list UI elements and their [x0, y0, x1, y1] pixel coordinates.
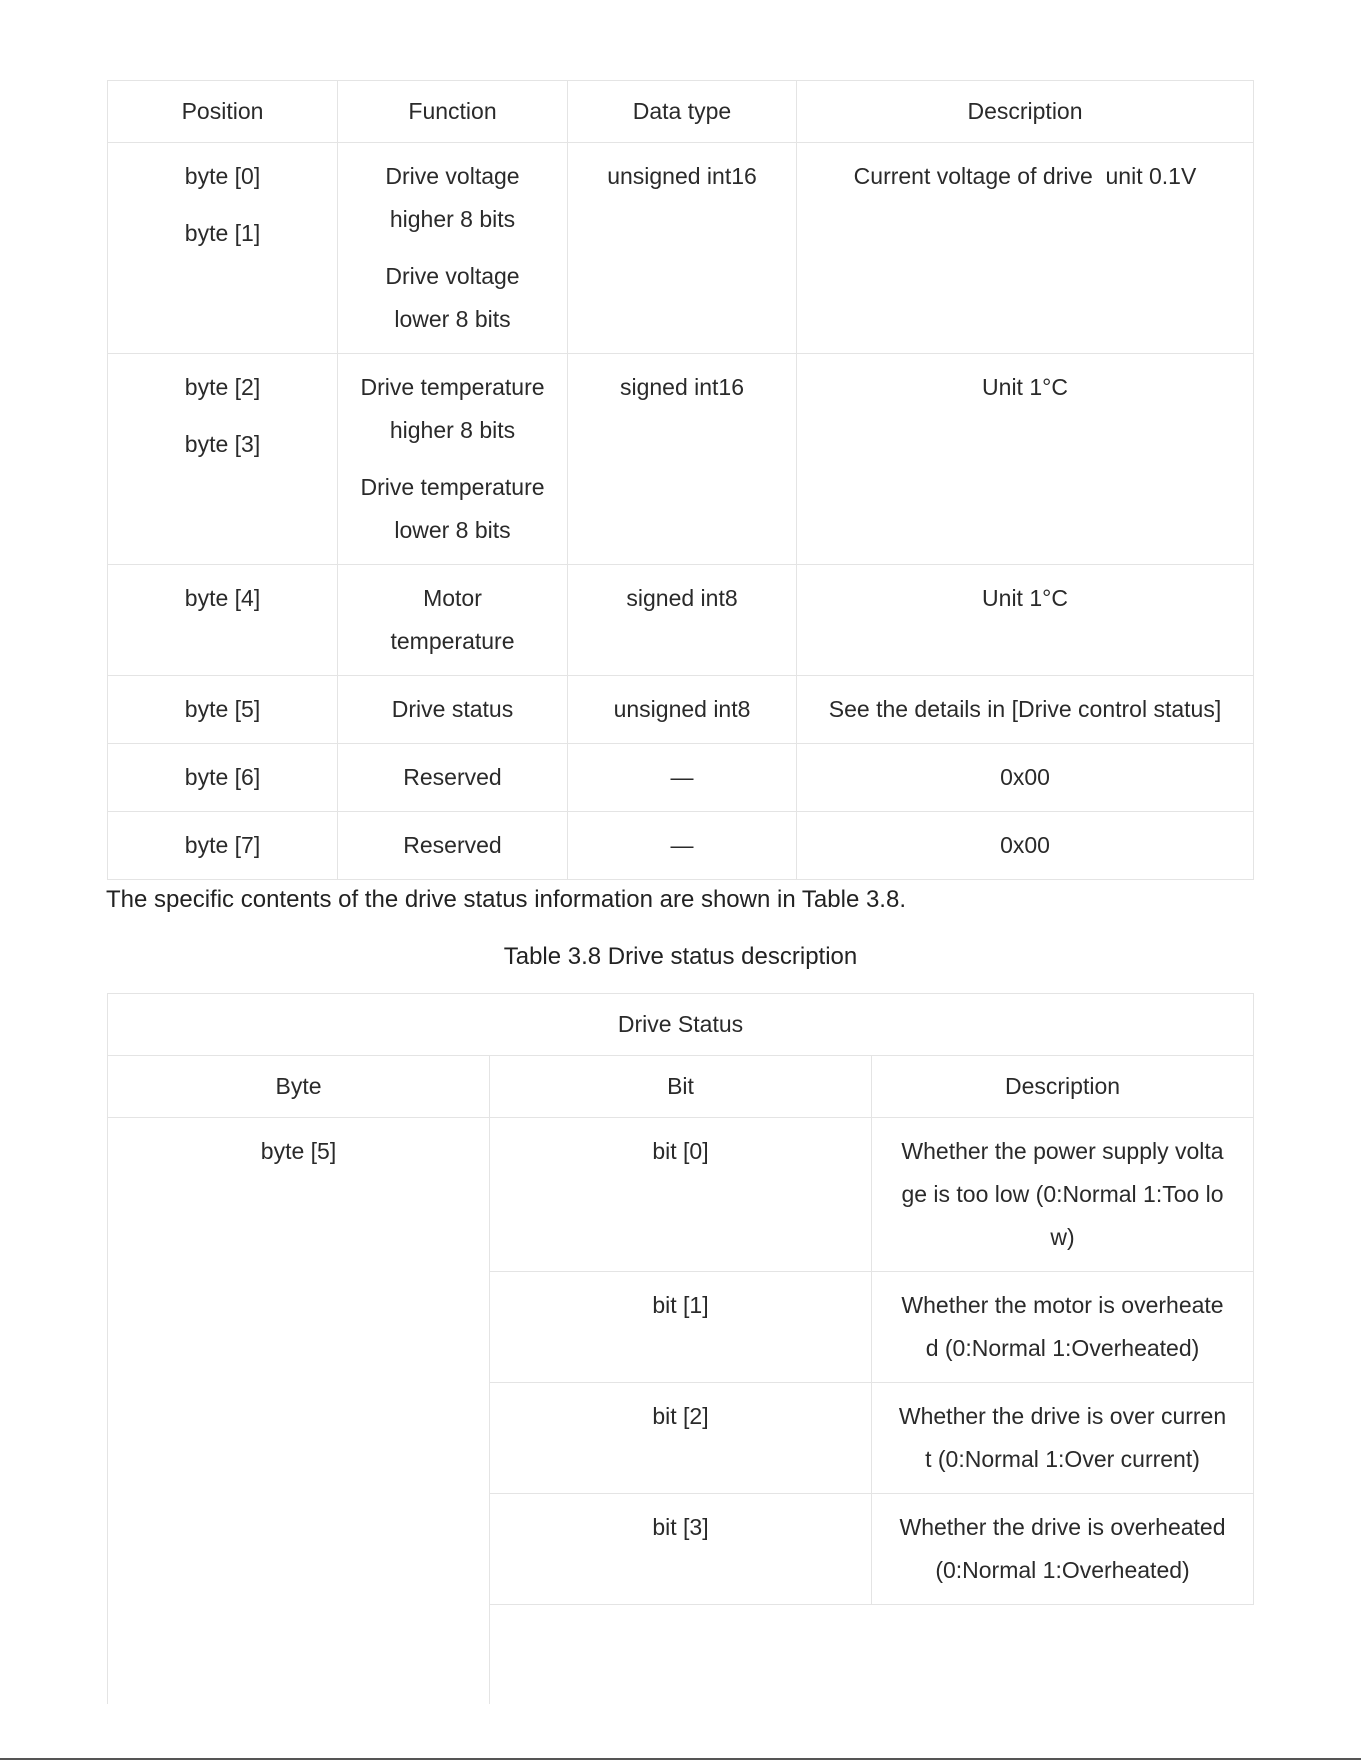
bit-cell: bit [3]: [490, 1494, 872, 1605]
description-cell: Whether the motor is overheate d (0:Normal 1:Overheated): [872, 1272, 1254, 1383]
header-description: Description: [872, 1056, 1254, 1118]
data-type-cell: signed int16: [568, 354, 797, 565]
data-type-cell: unsigned int8: [568, 676, 797, 744]
description-cell: See the details in [Drive control status]: [797, 676, 1254, 744]
position-cell: byte [6]: [108, 744, 338, 812]
header-bit: Bit: [490, 1056, 872, 1118]
drive-info-table: [107, 80, 1254, 880]
header-position: Position: [108, 81, 338, 143]
function-cell: Drive temperature higher 8 bits Drive temperature lower 8 bits: [338, 354, 568, 565]
table-row: [108, 1118, 1254, 1272]
empty-cell: [872, 1605, 1254, 1704]
data-type-cell: unsigned int16: [568, 143, 797, 354]
position-cell: byte [4]: [108, 565, 338, 676]
bit-cell: bit [0]: [490, 1118, 872, 1272]
data-type-cell: signed int8: [568, 565, 797, 676]
position-cell: byte [0] byte [1]: [108, 143, 338, 354]
page-footer-line: [0, 1758, 1361, 1760]
data-type-cell: —: [568, 812, 797, 880]
description-cell: Unit 1°C: [797, 565, 1254, 676]
empty-cell: [490, 1605, 872, 1704]
function-cell: Drive voltage higher 8 bits Drive voltage lower 8 bits: [338, 143, 568, 354]
description-cell: Current voltage of drive unit 0.1V: [797, 143, 1254, 354]
header-function: Function: [338, 81, 568, 143]
header-description: Description: [797, 81, 1254, 143]
table-row: [108, 143, 1254, 354]
body-paragraph: The specific contents of the drive status information are shown in Table 3.8.: [106, 886, 906, 913]
description-cell: Whether the drive is overheated (0:Normal 1:Overheated): [872, 1494, 1254, 1605]
drive-status-table: [107, 993, 1254, 1704]
description-cell: Unit 1°C: [797, 354, 1254, 565]
header-data-type: Data type: [568, 81, 797, 143]
table-row: [108, 565, 1254, 676]
table-header-row: [108, 81, 1254, 143]
function-cell: Reserved: [338, 744, 568, 812]
table-row: [108, 812, 1254, 880]
table-row: [108, 744, 1254, 812]
bit-cell: bit [1]: [490, 1272, 872, 1383]
position-cell: byte [2] byte [3]: [108, 354, 338, 565]
description-cell: 0x00: [797, 812, 1254, 880]
function-cell: Drive status: [338, 676, 568, 744]
function-cell: Motor temperature: [338, 565, 568, 676]
table-caption: Table 3.8 Drive status description: [503, 943, 858, 970]
table-row: [108, 676, 1254, 744]
data-type-cell: —: [568, 744, 797, 812]
description-cell: 0x00: [797, 744, 1254, 812]
position-cell: byte [5]: [108, 676, 338, 744]
table-header-row: [108, 1056, 1254, 1118]
bit-cell: bit [2]: [490, 1383, 872, 1494]
description-cell: Whether the power supply volta ge is too low (0:Normal 1:Too lo w): [872, 1118, 1254, 1272]
table-row: [108, 354, 1254, 565]
function-cell: Reserved: [338, 812, 568, 880]
table-title: Drive Status: [108, 994, 1254, 1056]
header-byte: Byte: [108, 1056, 490, 1118]
byte-cell: byte [5]: [108, 1118, 490, 1704]
position-cell: byte [7]: [108, 812, 338, 880]
description-cell: Whether the drive is over curren t (0:Normal 1:Over current): [872, 1383, 1254, 1494]
table-title-row: [108, 994, 1254, 1056]
